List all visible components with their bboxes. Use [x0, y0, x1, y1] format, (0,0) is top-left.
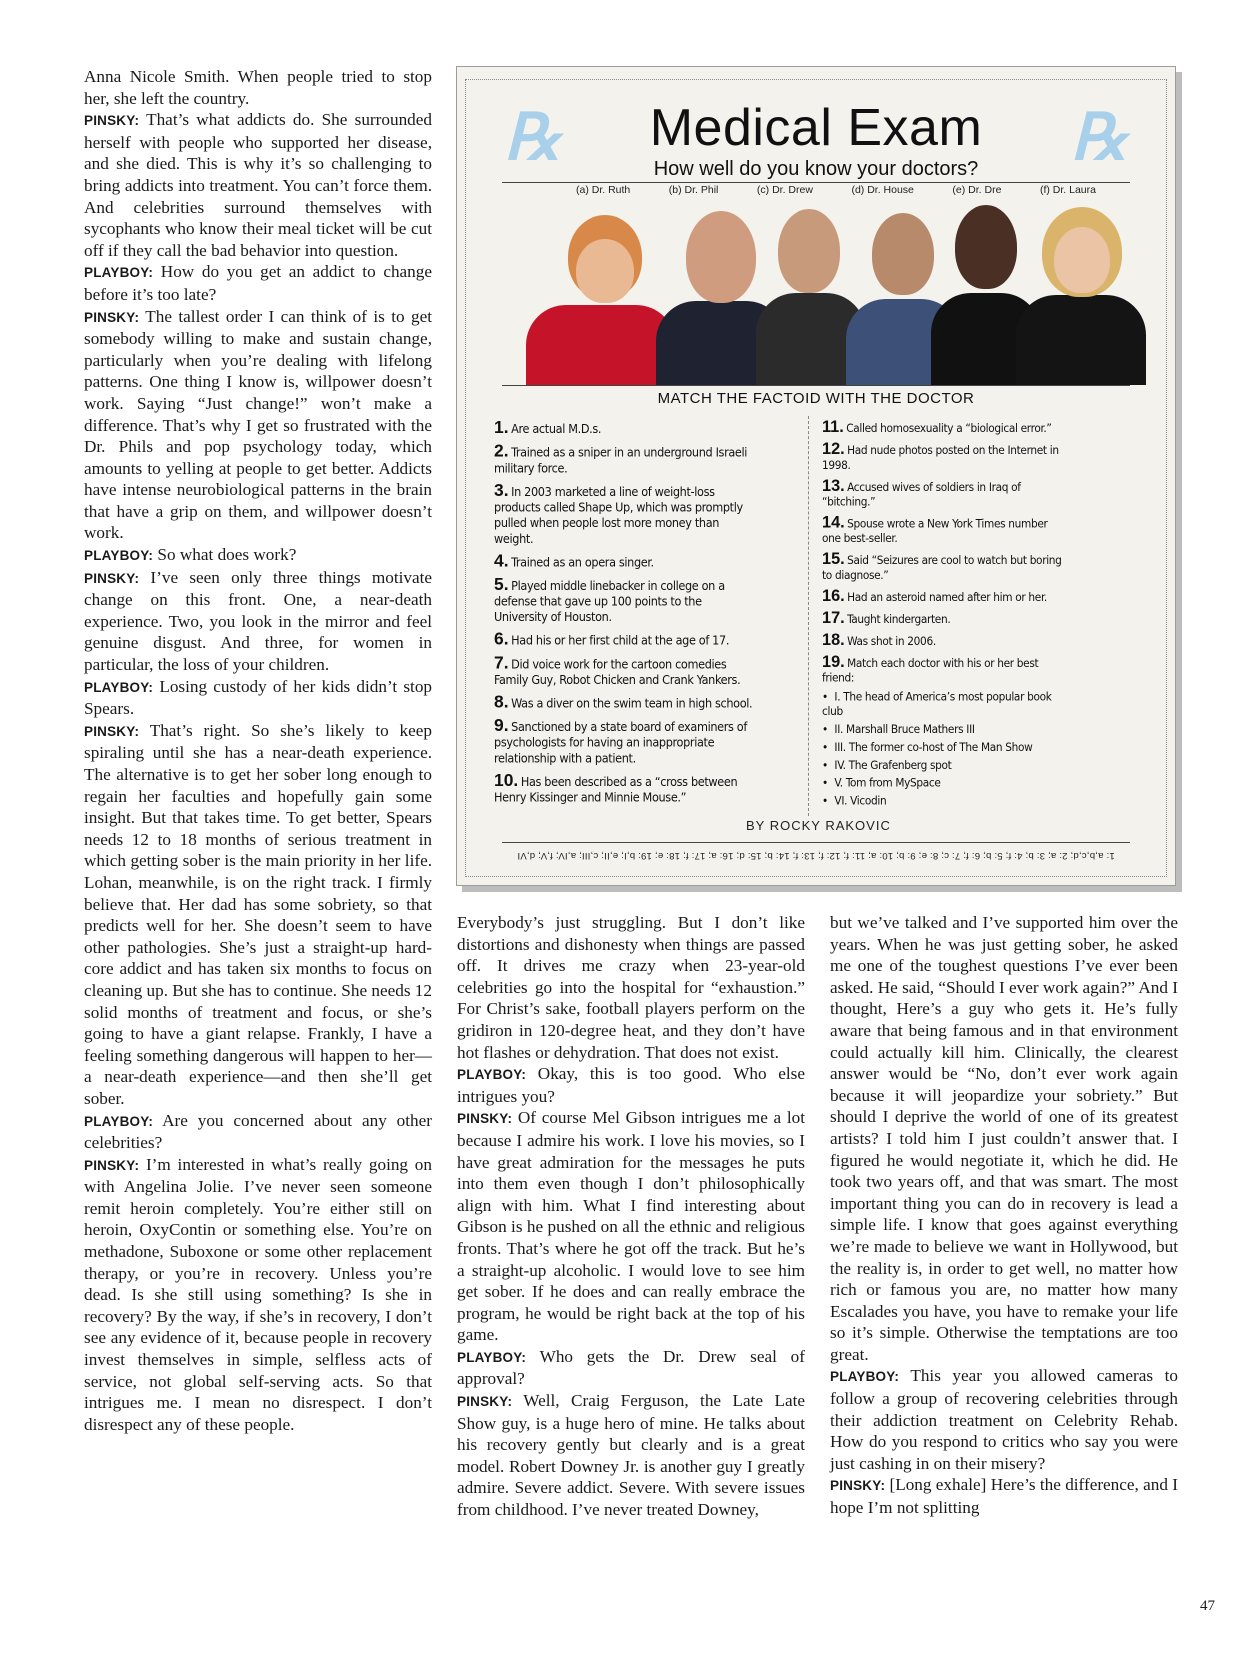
paragraph-text: I’ve seen only three things motivate change on this front. One, a near-death experience. Two, you look in the mirror and feel genuine disgust. And three, for women in particular, the loss of your children. [84, 567, 432, 675]
doctor-option-c: (c) Dr. Drew [756, 184, 813, 196]
questions-left-column [494, 420, 755, 812]
question-text: Said “Seizures are cool to watch but boring to diagnose.” [822, 554, 1062, 583]
speaker-label: PINSKY: [84, 309, 140, 325]
question-text: Was a diver on the swim team in high school. [511, 697, 753, 711]
speaker-label: PLAYBOY: [84, 679, 154, 695]
speaker-label: PLAYBOY: [84, 1113, 154, 1129]
question-number: 9. [494, 716, 509, 736]
quiz-title: Medical Exam [649, 99, 983, 157]
friend-option: • III. The former co-host of The Man Show [822, 740, 1066, 755]
question-number: 6. [494, 629, 509, 650]
paragraph-text: Who gets the Dr. Drew seal of approval? [457, 1346, 805, 1389]
doctor-options [576, 184, 1096, 196]
paragraph-text: The tallest order I can think of is to get somebody willing to make and sustain change, particularly when you’re dealing with lifelong patterns. One thing I know is, willpower doesn’t work. Saying “Just change!” won’t make a difference. That’s why I get so frustrated with the Dr. Phils and pop psychology today, which amounts to yelling at people to get better. Addicts have intense neurobiological patterns in the brain that have a grip on them, and willpower doesn’t work. [84, 306, 432, 543]
question-number: 18. [822, 631, 845, 650]
rx-left-icon: ℞ [504, 100, 562, 175]
paragraph-text: Losing custody of her kids didn’t stop Spears. [84, 676, 433, 719]
question-text: Trained as an opera singer. [511, 555, 654, 570]
dr-laura-photo [1016, 207, 1146, 385]
speaker-label: PINSKY: [84, 723, 140, 739]
doctor-option-f: (f) Dr. Laura [1039, 184, 1096, 196]
quiz-question [494, 655, 755, 688]
paragraph-text: Everybody’s just struggling. But I don’t like distortions and dishonesty when things are passed off. It drives me crazy when 23-year-old celebrities go into the hospital for “exhaustion.” For Christ’s sake, football players perform on the gridiron in 120-degree heat, and they don’t have hot flashes or dehydration. That does not exist. [457, 913, 805, 1062]
match-instruction: MATCH THE FACTOID WITH THE DOCTOR [657, 390, 975, 407]
rx-right-icon: ℞ [1070, 100, 1128, 175]
question-text: Accused wives of soldiers in Iraq of “bitching.” [822, 481, 1021, 509]
doctor-option-b: (b) Dr. Phil [668, 184, 719, 196]
quiz-question [494, 694, 755, 711]
question-text: Sanctioned by a state board of examiners of psychologists for having an inappropriate relationship with a patient. [494, 720, 747, 766]
article-column-2 [457, 912, 805, 1521]
interview-paragraph [84, 1110, 432, 1154]
quiz-question [494, 577, 755, 626]
questions-right-items [822, 420, 1066, 686]
question-text: Had an asteroid named after him or her. [847, 591, 1047, 605]
interview-paragraph [84, 720, 432, 1110]
interview-paragraph [830, 912, 1178, 1365]
question-number: 14. [822, 513, 845, 532]
title-rule [502, 182, 1130, 183]
paragraph-text: I’m interested in what’s really going on with Angelina Jolie. I’ve never seen someone remit heroin completely. You’re either still on heroin, OxyContin or something else. You’re on methadone, Suboxone or some other replacement therapy, or you’re in recovery. Unless you’re dead. Is she still using something? Is she in recovery? By the way, if she’s in recovery, I don’t see any evidence of it, because people in recovery invest themselves in simple, selfless acts of service, not global self-serving acts. So that intrigues me. I mean no disrespect. I don’t disrespect any of these people. [84, 1154, 432, 1434]
interview-paragraph [84, 676, 432, 720]
interview-paragraph [84, 306, 432, 545]
speaker-label: PINSKY: [457, 1394, 513, 1410]
paragraph-text: How do you get an addict to change before it’s too late? [84, 262, 432, 304]
quiz-question [494, 629, 755, 650]
quiz-question [822, 442, 1066, 473]
quiz-question [822, 633, 1066, 649]
question-number: 7. [494, 653, 509, 673]
interview-paragraph [457, 912, 805, 1063]
speaker-label: PLAYBOY: [84, 548, 154, 564]
paragraph-text: [Long exhale] Here’s the difference, and I hope I’m not splitting [830, 1475, 1179, 1518]
question-text: Spouse wrote a New York Times number one best-seller. [822, 517, 1048, 546]
quiz-box [456, 66, 1176, 886]
paragraph-text: Okay, this is too good. Who else intrigues you? [457, 1064, 805, 1106]
question-number: 2. [494, 441, 509, 461]
quiz-question [822, 552, 1066, 583]
speaker-label: PINSKY: [84, 570, 140, 586]
speaker-label: PINSKY: [457, 1111, 513, 1127]
interview-paragraph [457, 1346, 805, 1390]
speaker-label: PLAYBOY: [457, 1067, 527, 1083]
paragraph-text: Of course Mel Gibson intrigues me a lot because I admire his work. I love his movies, so I have great admiration for the messages he puts into them even though I don’t philosophically align with him. What I find interesting about Gibson is he pushed on all the ethnic and religious fronts. That’s where he got off the track. But he’s a straight-up alcoholic. I would love to see him get sober. If he does and can really embrace the program, he would be right back at the top of his game. [457, 1108, 805, 1345]
question-text: Did voice work for the cartoon comedies Family Guy, Robot Chicken and Crank Yankers. [494, 657, 741, 688]
interview-paragraph [84, 109, 432, 261]
question-number: 19. [822, 653, 845, 672]
question-text: Called homosexuality a “biological error.” [846, 422, 1052, 436]
question-text: Taught kindergarten. [847, 613, 951, 627]
question-number: 17. [822, 609, 845, 628]
quiz-question [494, 441, 755, 477]
photo-strip-rule [502, 385, 1130, 386]
doctor-option-d: (d) Dr. House [851, 184, 914, 196]
speaker-label: PLAYBOY: [457, 1349, 527, 1365]
interview-paragraph [830, 1474, 1178, 1518]
question-number: 8. [494, 692, 509, 712]
paragraph-text: That’s what addicts do. She surrounded herself with people who supported her disease, and she died. This is why it’s so challenging to bring addicts into treatment. You can’t force them. And celebrities surround themselves with sycophants who know their meal ticket will be cut off if they call the bad behavior into question. [84, 110, 432, 260]
question-number: 12. [822, 440, 845, 459]
quiz-question [822, 515, 1066, 546]
interview-paragraph [84, 544, 432, 567]
quiz-question [494, 553, 755, 570]
quiz-question [822, 611, 1066, 627]
friend-option: • V. Tom from MySpace [822, 776, 1066, 791]
question-number: 5. [494, 575, 509, 595]
interview-paragraph [457, 1107, 805, 1346]
question-text: Match each doctor with his or her best friend: [822, 657, 1039, 685]
paragraph-text: Are you concerned about any other celebrities? [84, 1110, 432, 1153]
quiz-byline: BY ROCKY RAKOVIC [746, 818, 891, 833]
page-number: 47 [1200, 1598, 1215, 1614]
interview-paragraph [457, 1063, 805, 1107]
speaker-label: PLAYBOY: [830, 1369, 900, 1385]
doctor-option-e: (e) Dr. Dre [952, 184, 1002, 196]
interview-paragraph [84, 66, 432, 109]
question-text: Are actual M.D.s. [511, 422, 602, 437]
paragraph-text: Anna Nicole Smith. When people tried to stop her, she left the country. [84, 67, 432, 108]
interview-paragraph [84, 261, 432, 305]
speaker-label: PINSKY: [830, 1478, 886, 1494]
quiz-question [494, 480, 755, 547]
paragraph-text: but we’ve talked and I’ve supported him over the years. When he was just getting sober, he asked me one of the toughest questions I’ve ever been asked. He said, “Should I ever work again?” And I thought, Here’s a guy who gets it. He’s fully aware that being famous and in that environment could actually kill him. Clinically, the clearest answer would be “No, don’t ever work again because it will jeopardize your sobriety.” But should I deprive the world of one of its greatest artists? I told him I just couldn’t answer that. I figured he would negotiate it, which he did. He took two years off, and that was smart. The most important thing you can do in recovery is lead a simple life. I know that goes against everything we’re made to believe we want in Hollywood, but the reality is, in order to get well, no matter how rich or famous you are, no matter how many Escalades you have, you have to remake your life so it’s simple. Otherwise the temptations are too great. [830, 913, 1178, 1364]
friend-option: • II. Marshall Bruce Mathers III [822, 722, 1066, 737]
quiz-question [494, 773, 755, 806]
quiz-question [822, 589, 1066, 605]
doctors-photo-strip [526, 200, 1126, 385]
question-text: Had nude photos posted on the Internet in 1998. [822, 444, 1059, 473]
question-text: Had his or her first child at the age of 17. [511, 634, 730, 649]
interview-paragraph [830, 1365, 1178, 1474]
quiz-question [494, 420, 755, 437]
question-number: 10. [494, 771, 519, 791]
speaker-label: PLAYBOY: [84, 265, 154, 281]
best-friend-options [822, 690, 1066, 809]
paragraph-text: So what does work? [157, 545, 297, 565]
quiz-subtitle: How well do you know your doctors? [653, 158, 979, 180]
question-text: In 2003 marketed a line of weight-loss products called Shape Up, which was promptly pulled when people lost more money than weight. [494, 485, 743, 547]
quiz-question [822, 420, 1066, 436]
question-number: 11. [822, 418, 844, 437]
quiz-question [494, 718, 755, 767]
upside-down-answer-key: 1: a,b,c,d; 2: a; 3: b; 4: f; 5: b; 6: f; 7: c; 8: e; 9: b; 10: a; 11: f; 12: f; 13: f; 14: b; 15: d; 16: a; 17: f; 18: e; 19: b,I; e,II; c,III; a,IV; f,V; d,VI [517, 850, 1115, 861]
question-text: Was shot in 2006. [847, 635, 936, 649]
center-divider [808, 416, 809, 816]
question-text: Played middle linebacker in college on a defense that gave up 100 points to the University of Houston. [494, 579, 725, 625]
quiz-inner-frame [465, 79, 1167, 877]
friend-option: • IV. The Grafenberg spot [822, 758, 1066, 773]
question-number: 4. [494, 551, 509, 571]
question-number: 13. [822, 477, 845, 495]
paragraph-text: That’s right. So she’s likely to keep spiraling until she has a near-death experience. The alternative is to get her sober long enough to regain her faculties and hopefully gain some insight. But that takes time. To get better, Spears needs 12 to 18 months of serious treatment in which getting sober is the main priority in her life. Lohan, meanwhile, is on the right track. I firmly believe that. Her dad has some sobriety, so that predicts well for her. She doesn’t seem to have other pathologies. She’s just a straight-up hard-core addict and has taken six months to focus on cleaning up. But she has to continue. She needs 12 solid months of treatment and focus, or she’s going to have a giant relapse. Frankly, I have a feeling something dangerous will happen to her—a near-death experience—and then she’ll get sober. [84, 720, 432, 1108]
article-column-3 [830, 912, 1178, 1519]
question-text: Has been described as a “cross between Henry Kissinger and Minnie Mouse.” [494, 775, 738, 806]
friend-option: • I. The head of America’s most popular book club [822, 690, 1066, 719]
question-text: Trained as a sniper in an underground Israeli military force. [494, 446, 748, 476]
speaker-label: PINSKY: [84, 113, 140, 129]
quiz-question [822, 655, 1066, 686]
question-number: 3. [494, 480, 509, 501]
question-number: 16. [822, 587, 845, 605]
doctor-option-a: (a) Dr. Ruth [576, 184, 631, 196]
paragraph-text: Well, Craig Ferguson, the Late Late Show guy, is a huge hero of mine. He talks about his recovery gently but clearly and is a great model. Robert Downey Jr. is another guy I greatly admire. Severe addict. Severe. With severe issues from childhood. I’ve never treated Downey, [457, 1391, 805, 1520]
interview-paragraph [84, 567, 432, 676]
interview-paragraph [84, 1154, 432, 1436]
article-column-1 [84, 66, 432, 1435]
interview-paragraph [457, 1390, 805, 1521]
questions-right-column [822, 420, 1066, 812]
dr-ruth-photo [526, 215, 676, 385]
answers-rule [502, 842, 1130, 843]
quiz-question [822, 479, 1066, 510]
speaker-label: PINSKY: [84, 1157, 140, 1173]
paragraph-text: This year you allowed cameras to follow a group of recovering celebrities through their addiction treatment on Celebrity Rehab. How do you respond to critics who say you were just cashing in on their misery? [830, 1366, 1178, 1473]
question-number: 15. [822, 550, 845, 569]
friend-option: • VI. Vicodin [822, 794, 1066, 809]
question-number: 1. [494, 418, 509, 438]
